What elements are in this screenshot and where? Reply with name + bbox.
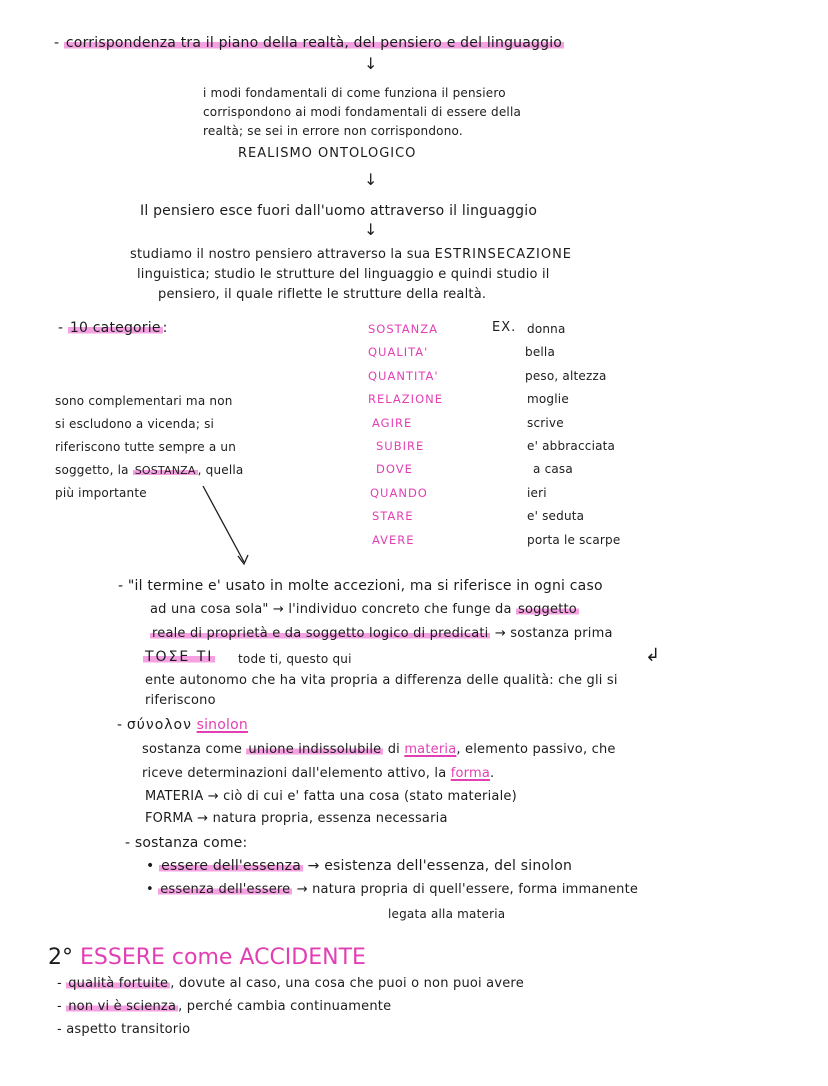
category-example: moglie (527, 392, 569, 407)
unione-highlight: unione indissolubile (248, 742, 382, 757)
greek-text: ΤΟΣΕ ΤΙ (145, 649, 214, 665)
accidente-item: - aspetto transitorio (57, 1022, 191, 1037)
section-heading (48, 945, 366, 971)
text: sostanza come (142, 742, 247, 757)
ex-label: EX. (492, 320, 517, 335)
qualita-highlight: qualità fortuite (68, 976, 169, 991)
bullet-line (146, 881, 638, 899)
paragraph-line: linguistica; studio le strutture del linguaggio e quindi studio il (137, 267, 550, 282)
category-name: STARE (372, 509, 414, 524)
synolon-greek: σύνολον (126, 717, 192, 733)
text: → sostanza prima (490, 626, 613, 641)
categories-label-text: 10 categorie (69, 320, 161, 336)
text: → natura propria di quell'essere, forma immanente (292, 882, 639, 897)
greek-tode-ti (143, 648, 215, 666)
bullet: • (146, 858, 160, 874)
synolon-line (142, 765, 494, 783)
side-note-line: sono complementari ma non (55, 394, 233, 408)
text: di (383, 742, 405, 757)
intro-line (54, 34, 564, 52)
category-example: e' abbracciata (527, 439, 616, 453)
category-name: RELAZIONE (368, 392, 443, 407)
text: soggetto, la (55, 463, 133, 477)
accidente-item (57, 975, 524, 993)
correspondence-highlight: corrispondenza tra il piano della realtà, del pensiero e del linguaggio (65, 35, 563, 51)
paragraph-line: realtà; se sei in errore non corrispondono. (203, 124, 463, 138)
category-example: donna (527, 322, 566, 336)
side-note-line: più importante (55, 486, 147, 500)
category-example: e' seduta (527, 509, 585, 524)
quote-line: - "il termine e' usato in molte accezioni, ma si riferisce in ogni caso (118, 578, 603, 594)
side-note-line: riferiscono tutte sempre a un (55, 440, 237, 454)
text: , quella (197, 463, 244, 477)
dash: - (117, 717, 127, 733)
down-arrow-icon: ↓ (364, 170, 378, 189)
dash: - (58, 320, 68, 336)
forma-word: forma (450, 766, 491, 781)
category-example: peso, altezza (525, 368, 607, 383)
category-name: AGIRE (372, 415, 413, 430)
paragraph-line: corrispondono ai modi fondamentali di essere della (203, 105, 522, 119)
forma-line: FORMA → natura propria, essenza necessaria (145, 811, 448, 826)
greek-translation: tode ti, questo qui (238, 652, 352, 666)
category-name: DOVE (376, 462, 413, 477)
ente-line: ente autonomo che ha vita propria a differenza delle qualità: che gli si (145, 673, 618, 688)
synolon-heading (117, 716, 248, 734)
dash: - (57, 999, 67, 1014)
dash: - (57, 976, 67, 991)
colon: : (162, 320, 168, 336)
text: → esistenza dell'essenza, del sinolon (302, 858, 573, 874)
dash: - (54, 35, 64, 51)
accidente-item (57, 998, 391, 1016)
predicati-highlight: reale di proprietà e da soggetto logico di predicati (152, 626, 489, 641)
category-example: bella (525, 345, 556, 360)
scienza-highlight: non vi è scienza (68, 999, 177, 1014)
text: , elemento passivo, che (456, 742, 616, 757)
section-title: ESSERE come ACCIDENTE (80, 945, 366, 970)
quote-line (150, 625, 613, 643)
side-note-line: si escludono a vicenda; si (55, 417, 215, 431)
soggetto-highlight: soggetto (517, 602, 577, 617)
essenza-essere-highlight: essenza dell'essere (160, 882, 291, 897)
category-example: scrive (527, 415, 564, 430)
sostanza-highlight: SOSTANZA (134, 464, 196, 477)
essere-essenza-highlight: essere dell'essenza (161, 858, 301, 874)
estrinsecazione: ESTRINSECAZIONE (434, 247, 573, 262)
paragraph-line: i modi fondamentali di come funziona il pensiero (203, 86, 506, 100)
text: studiamo il nostro pensiero attraverso la sua (130, 247, 435, 262)
realismo-ontologico: REALISMO ONTOLOGICO (238, 146, 417, 161)
category-name: AVERE (372, 532, 415, 547)
category-example: porta le scarpe (527, 532, 621, 547)
text: , dovute al caso, una cosa che puoi o non puoi avere (170, 976, 524, 991)
category-name: QUALITA' (368, 345, 429, 360)
sostanza-come: - sostanza come: (125, 835, 248, 851)
text: riceve determinazioni dall'elemento attivo, la (142, 766, 451, 781)
categories-label (58, 319, 168, 337)
text: ad una cosa sola" → l'individuo concreto che funge da (150, 602, 516, 617)
synolon-name: sinolon (196, 717, 248, 733)
text: . (490, 766, 495, 781)
paragraph-line (130, 246, 572, 264)
category-name: QUANTITA' (368, 368, 439, 383)
down-arrow-icon: ↓ (364, 220, 378, 239)
materia-line: MATERIA → ciò di cui e' fatta una cosa (stato materiale) (145, 789, 517, 804)
bullet-line (146, 857, 572, 875)
side-note-line (55, 461, 243, 480)
quote-line (150, 601, 579, 619)
bullet: • (146, 882, 159, 897)
section-number: 2° (48, 945, 73, 970)
down-arrow-icon: ↓ (364, 54, 378, 73)
category-example: ieri (527, 485, 547, 500)
paragraph-line: Il pensiero esce fuori dall'uomo attraverso il linguaggio (140, 203, 538, 219)
synolon-line (142, 741, 616, 759)
category-name: SUBIRE (376, 439, 425, 453)
category-name: QUANDO (370, 485, 428, 500)
paragraph-line: pensiero, il quale riflette le strutture della realtà. (158, 287, 487, 302)
category-name: SOSTANZA (368, 322, 438, 336)
text: , perché cambia continuamente (178, 999, 392, 1014)
ente-line: riferiscono (145, 693, 216, 708)
bullet-continuation: legata alla materia (388, 907, 506, 921)
materia-word: materia (404, 742, 457, 757)
hook-arrow-icon: ↲ (645, 645, 661, 666)
category-example: a casa (533, 462, 573, 477)
